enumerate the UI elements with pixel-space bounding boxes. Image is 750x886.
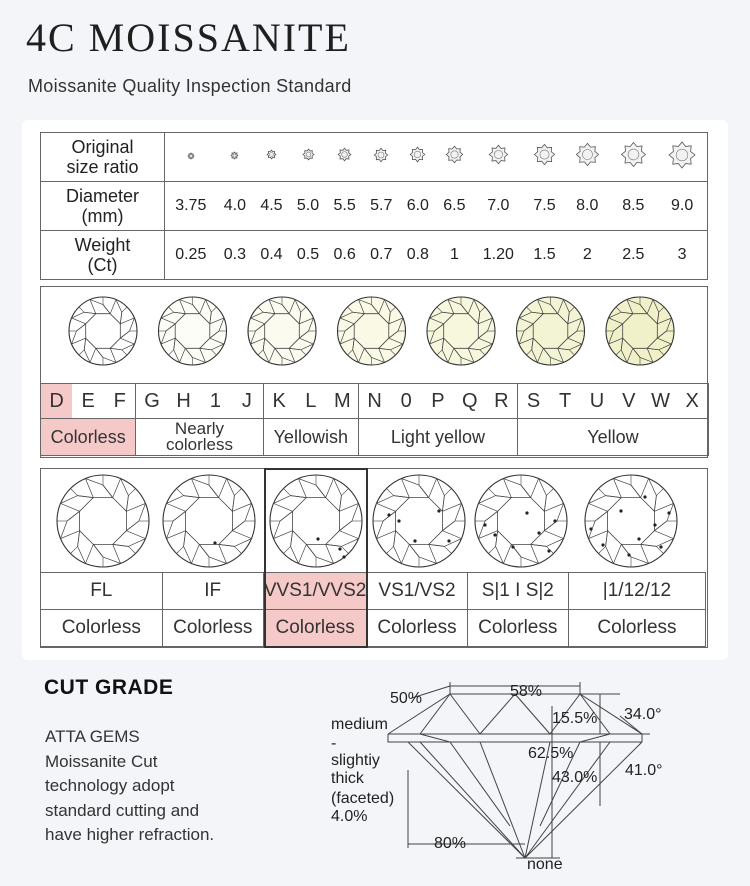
color-letter-cell: K [263, 384, 295, 419]
size-gem-icon [253, 133, 290, 182]
color-grade-diamond-icon [248, 297, 316, 365]
weight-cell: 3 [657, 231, 707, 280]
diameter-cell: 6.0 [400, 182, 437, 231]
size-gem-icon [217, 133, 254, 182]
color-letter-cell: M [327, 384, 359, 419]
clarity-color-cell: Colorless [162, 610, 263, 647]
size-gem-icon [609, 133, 657, 182]
girdle-label-line: - [331, 735, 337, 752]
color-group-nearly-colorless [136, 419, 263, 456]
size-table [40, 132, 708, 280]
clarity-grade-diamond-icon [585, 475, 677, 567]
color-letter-cell: H [168, 384, 200, 419]
page-title: 4C MOISSANITE [26, 15, 351, 60]
diameter-row-label [41, 182, 165, 231]
diamond-icon [372, 146, 390, 164]
total-depth-label: 62.5% [528, 745, 574, 762]
weight-cell: 0.25 [165, 231, 217, 280]
clarity-color-cell: Colorless [568, 610, 705, 647]
color-letter-row [41, 384, 709, 419]
color-grade-diamond-icon [69, 297, 137, 365]
diameter-label-line1: Diameter [65, 186, 140, 206]
color-grade-diamond-icon [338, 297, 406, 365]
clarity-grade-diamond-icon [163, 475, 255, 567]
color-letter-cell: G [136, 384, 168, 419]
color-letter-cell: W [645, 384, 677, 419]
color-letter-cell: E [72, 384, 104, 419]
culet-label: none [527, 856, 563, 873]
diameter-cell: 8.0 [565, 182, 609, 231]
color-group-label: Yellow [587, 426, 639, 447]
diameter-row [41, 182, 708, 231]
clarity-grade-cell: VS1/VS2 [367, 573, 467, 610]
weight-cell: 1.20 [473, 231, 524, 280]
color-letter-cell: N [358, 384, 390, 419]
diamond-icon [619, 140, 648, 169]
cut-desc-line: technology adopt [45, 776, 175, 795]
clarity-grade-table [40, 572, 706, 647]
weight-cell: 0.4 [253, 231, 290, 280]
color-letter-cell: J [231, 384, 263, 419]
diamond-icon [265, 148, 278, 161]
cut-desc-line: ATTA GEMS [45, 727, 140, 746]
clarity-grade-cell: |1/12/12 [568, 573, 705, 610]
size-gem-icon [363, 133, 400, 182]
color-grade-diamond-icon [427, 297, 495, 365]
color-letter-cell: T [549, 384, 581, 419]
color-group-yellow [517, 419, 708, 456]
cut-grade-description [45, 725, 305, 848]
weight-cell: 0.3 [217, 231, 254, 280]
color-grade-diamond-icon [517, 297, 585, 365]
cut-grade-title: CUT GRADE [44, 676, 174, 699]
girdle-label-line: medium [331, 716, 388, 733]
size-ratio-row [41, 133, 708, 182]
diamond-icon [532, 142, 557, 167]
clarity-grade-cell-highlight: VVS1/VVS2 [263, 573, 366, 610]
color-letter-cell: Q [454, 384, 486, 419]
size-gem-icon [165, 133, 217, 182]
clarity-color-row [41, 610, 706, 647]
color-letter-cell: F [104, 384, 136, 419]
table-percent-label: 58% [510, 683, 543, 700]
weight-cell: 1.5 [524, 231, 565, 280]
girdle-label-line: (faceted) [331, 790, 395, 807]
weight-cell: 0.5 [290, 231, 327, 280]
clarity-color-cell: Colorless [41, 610, 163, 647]
diamond-icon [667, 140, 697, 170]
diamond-icon [444, 144, 465, 165]
diameter-cell: 4.0 [217, 182, 254, 231]
clarity-grade-row [41, 573, 706, 610]
lower-half-label: 80% [434, 835, 467, 852]
diameter-cell: 4.5 [253, 182, 290, 231]
clarity-grade-diamond-icon [373, 475, 465, 567]
diameter-cell: 7.5 [524, 182, 565, 231]
color-grade-section [40, 286, 708, 458]
color-letter-cell: 0 [390, 384, 422, 419]
weight-row [41, 231, 708, 280]
color-letter-cell: 1 [199, 384, 231, 419]
weight-label-line2: (Ct) [87, 255, 118, 275]
color-grade-diamond-icon [606, 297, 674, 365]
diamond-icon [408, 145, 427, 164]
color-group-label: Colorless [50, 426, 126, 447]
cut-proportion-diagram [320, 676, 740, 876]
crown-angle-label: 34.0° [624, 706, 662, 723]
color-letter-cell: V [613, 384, 645, 419]
diameter-cell: 6.5 [436, 182, 473, 231]
size-gem-icon [326, 133, 363, 182]
diameter-cell: 8.5 [609, 182, 657, 231]
clarity-color-cell: Colorless [467, 610, 568, 647]
size-gem-icon [290, 133, 327, 182]
size-gem-icon [524, 133, 565, 182]
color-gem-row [41, 293, 709, 369]
cut-desc-line: Moissanite Cut [45, 751, 158, 771]
diameter-cell: 5.7 [363, 182, 400, 231]
diamond-icon [301, 147, 316, 162]
weight-cell: 2 [565, 231, 609, 280]
page-subtitle: Moissanite Quality Inspection Standard [28, 76, 352, 96]
girdle-label-line: 4.0% [331, 808, 368, 825]
clarity-gem-row [41, 473, 709, 573]
clarity-color-cell-highlight: Colorless [263, 610, 366, 647]
ratio-label-line2: size ratio [66, 157, 139, 177]
pavilion-angle-label: 41.0° [625, 762, 663, 779]
color-group-colorless [41, 419, 136, 456]
size-gem-icon [657, 133, 707, 182]
ratio-row-label [41, 133, 165, 182]
clarity-color-cell: Colorless [367, 610, 467, 647]
size-gem-icon [436, 133, 473, 182]
color-letter-cell: D [41, 384, 73, 419]
color-letter-cell: S [517, 384, 549, 419]
diamond-icon [574, 141, 601, 168]
color-group-label: Yellowish [273, 426, 348, 447]
crown-height-label: 50% [390, 690, 423, 707]
girdle-label-line: slightiy [331, 752, 380, 769]
cut-desc-line: have higher refraction. [45, 825, 215, 844]
weight-label-line1: Weight [74, 235, 131, 255]
color-group-light-yellow [358, 419, 517, 456]
girdle-label-line: thick [331, 770, 364, 787]
diamond-icon [336, 146, 353, 163]
size-gem-icon [473, 133, 524, 182]
color-grade-table [40, 383, 709, 456]
clarity-grade-cell: S|1 I S|2 [467, 573, 568, 610]
color-letter-cell: P [422, 384, 454, 419]
diameter-cell: 5.5 [326, 182, 363, 231]
color-group-label: Light yellow [390, 426, 485, 447]
diameter-label-line2: (mm) [81, 206, 124, 226]
diameter-cell: 7.0 [473, 182, 524, 231]
size-gem-icon [400, 133, 437, 182]
clarity-grade-diamond-icon [270, 475, 362, 567]
color-letter-cell: X [676, 384, 708, 419]
weight-cell: 2.5 [609, 231, 657, 280]
diameter-cell: 5.0 [290, 182, 327, 231]
color-group-row [41, 419, 709, 456]
diamond-profile-icon [388, 694, 642, 858]
crown-percent-label: 15.5% [552, 710, 598, 727]
color-letter-cell: L [295, 384, 327, 419]
color-group-label: Nearly [174, 419, 225, 438]
cut-desc-line: standard cutting and [45, 800, 200, 820]
diamond-icon [229, 150, 240, 161]
weight-cell: 0.6 [326, 231, 363, 280]
clarity-grade-diamond-icon [475, 475, 567, 567]
weight-row-label [41, 231, 165, 280]
color-grade-diamond-icon [159, 297, 227, 365]
diameter-cell: 9.0 [657, 182, 707, 231]
clarity-grade-diamond-icon [57, 475, 149, 567]
clarity-grade-section [40, 468, 708, 648]
clarity-grade-cell: FL [41, 573, 163, 610]
pavilion-depth-label: 43.0% [552, 769, 598, 786]
color-letter-cell: U [581, 384, 613, 419]
color-letter-cell: R [486, 384, 518, 419]
diamond-icon [186, 151, 196, 161]
diamond-icon [487, 143, 510, 166]
weight-cell: 1 [436, 231, 473, 280]
size-gem-icon [565, 133, 609, 182]
diameter-cell: 3.75 [165, 182, 217, 231]
clarity-grade-cell: IF [162, 573, 263, 610]
color-group-label-line2: colorless [165, 435, 234, 454]
weight-cell: 0.7 [363, 231, 400, 280]
weight-cell: 0.8 [400, 231, 437, 280]
color-group-yellowish [263, 419, 358, 456]
ratio-label-line1: Original [71, 137, 134, 157]
